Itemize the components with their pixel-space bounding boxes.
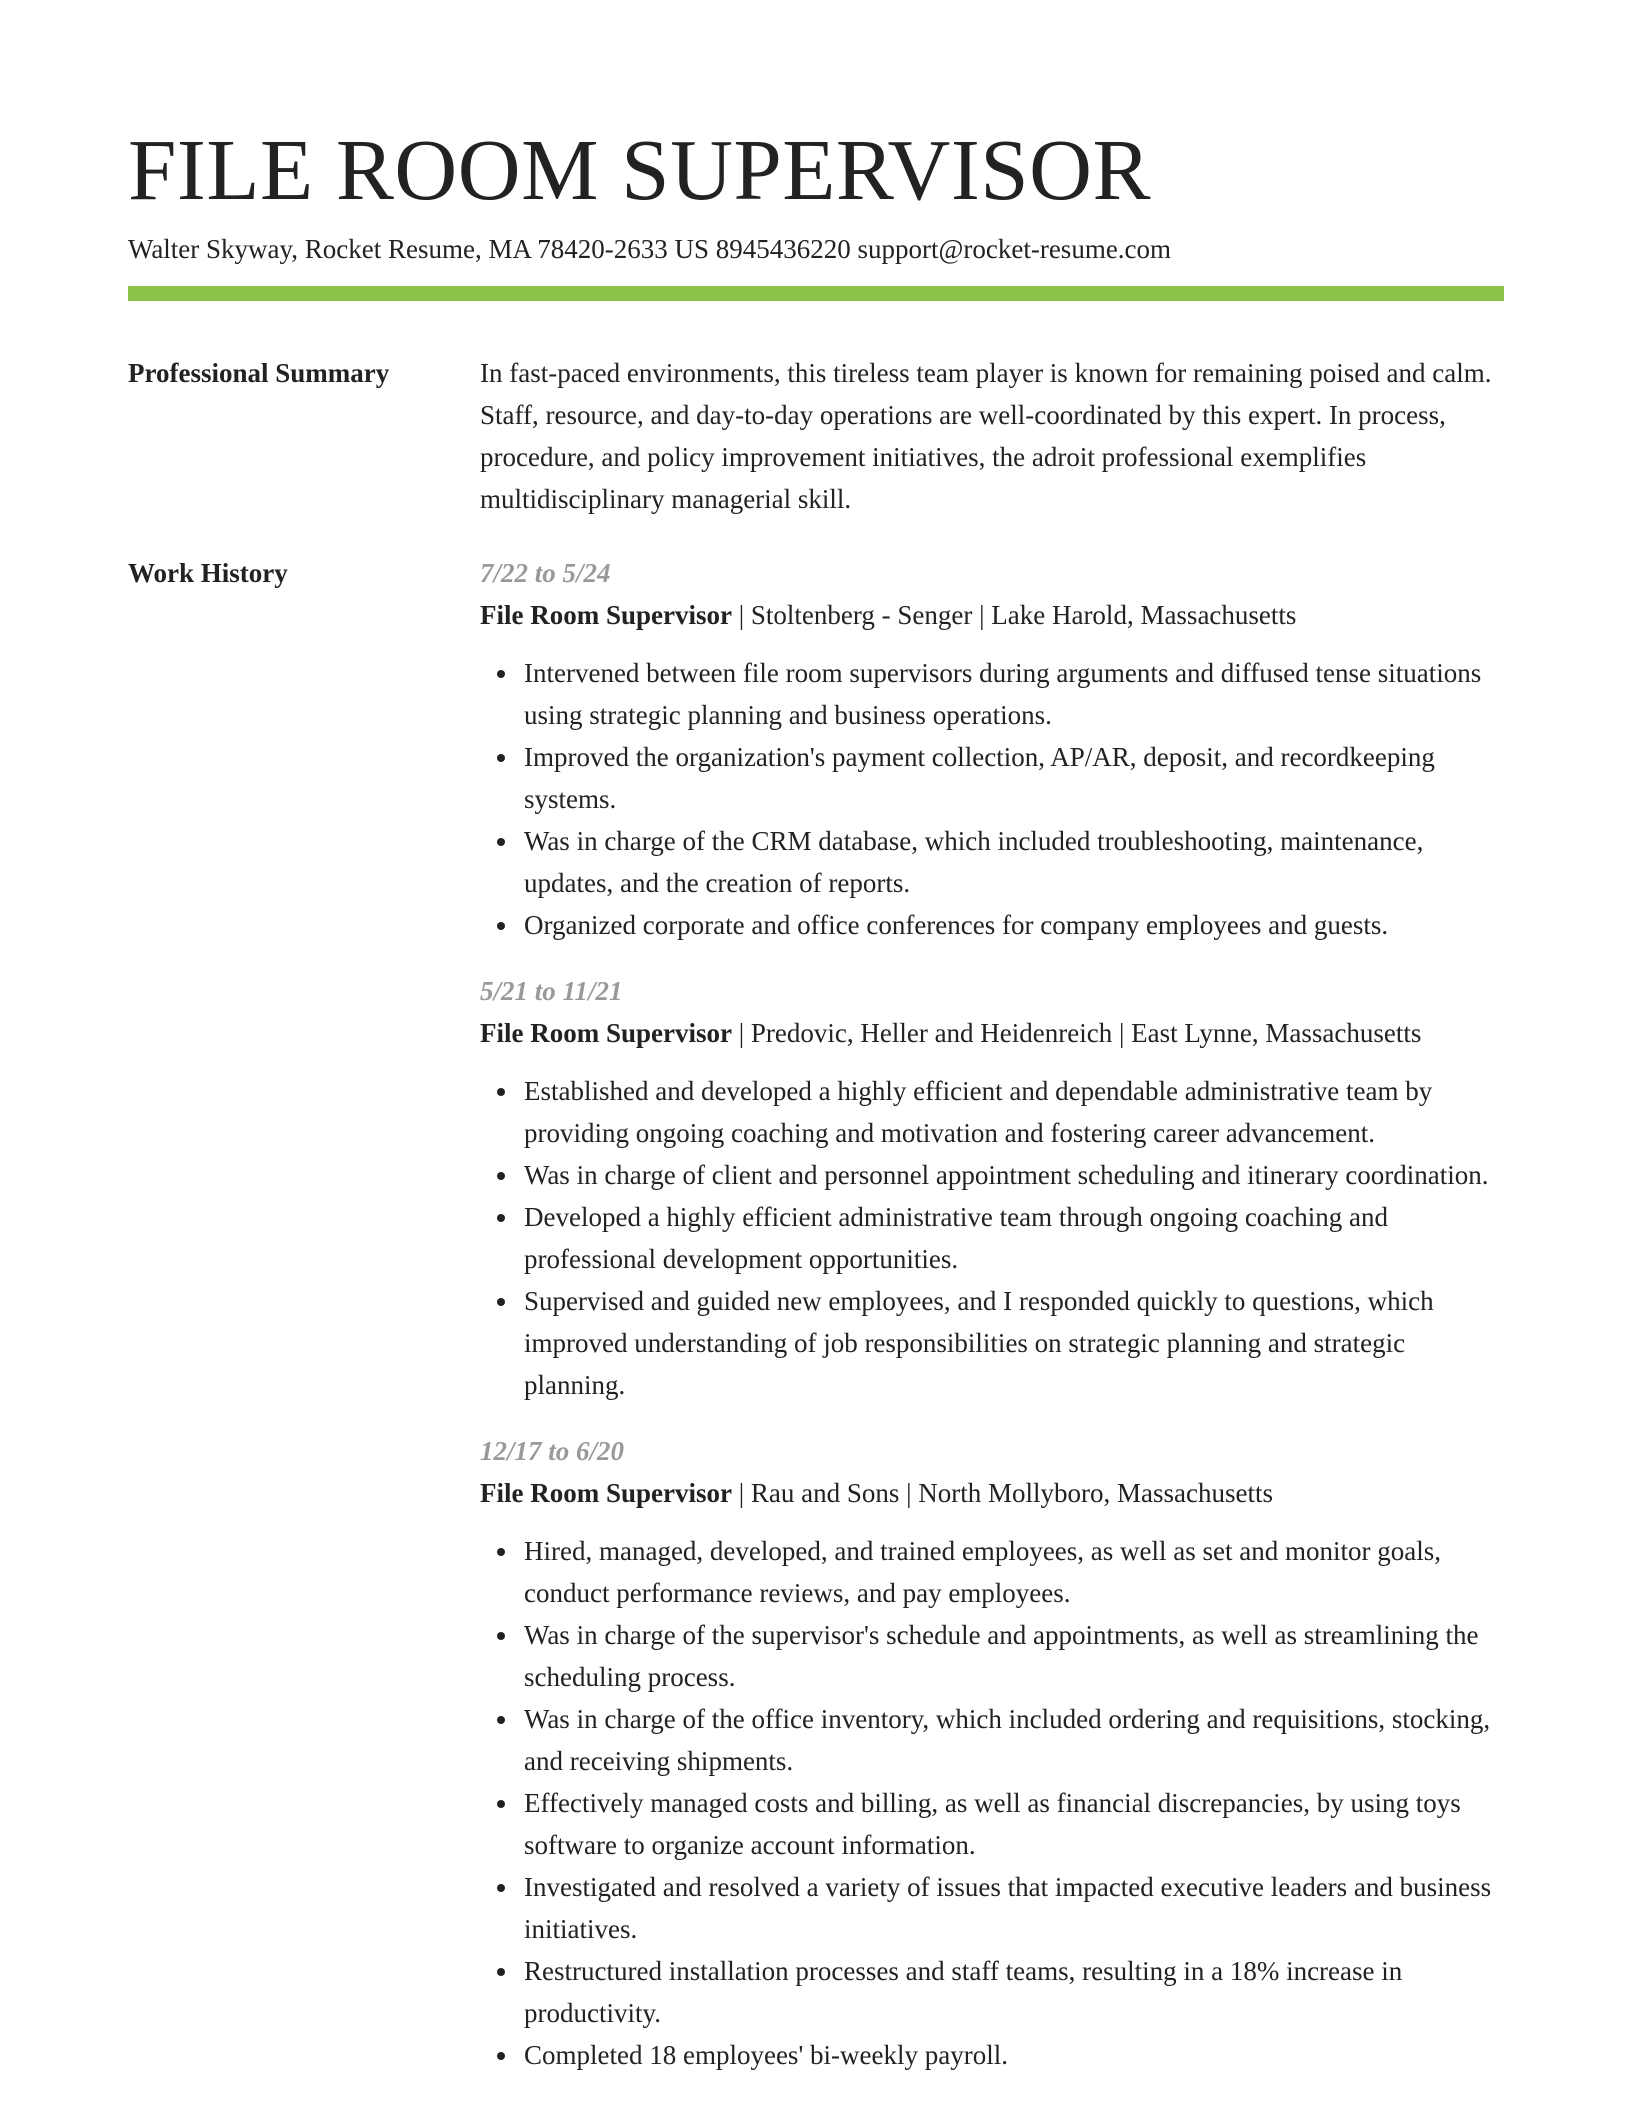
job-dates: 5/21 to 11/21 [480,976,623,1006]
job-heading [480,1472,1504,1514]
job-entry [480,552,1504,946]
job-bullet: Organized corporate and office conferences for company employees and guests. [524,904,1504,946]
job-bullet: Effectively managed costs and billing, as well as financial discrepancies, by using toys software to organize account information. [524,1782,1504,1866]
job-bullet: Improved the organization's payment collection, AP/AR, deposit, and recordkeeping systems. [524,736,1504,820]
job-bullet: Developed a highly efficient administrative team through ongoing coaching and professional development opportunities. [524,1196,1504,1280]
job-bullet: Was in charge of the CRM database, which included troubleshooting, maintenance, updates, and the creation of reports. [524,820,1504,904]
job-bullet: Investigated and resolved a variety of issues that impacted executive leaders and business initiatives. [524,1866,1504,1950]
section-title-summary: Professional Summary [128,358,390,388]
job-bullet: Intervened between file room supervisors during arguments and diffused tense situations using strategic planning and business operations. [524,652,1504,736]
job-bullet: Was in charge of the office inventory, which included ordering and requisitions, stocking, and receiving shipments. [524,1698,1504,1782]
job-entry [480,1430,1504,2076]
job-bullet-list [480,652,1504,946]
job-company-location: | Rau and Sons | North Mollyboro, Massachusetts [731,1478,1274,1508]
job-title: File Room Supervisor [480,1478,732,1508]
section-title-work-history: Work History [128,558,288,588]
job-heading [480,594,1504,636]
job-dates: 12/17 to 6/20 [480,1436,625,1466]
job-bullet: Established and developed a highly efficient and dependable administrative team by providing ongoing coaching and motivation and fostering career advancement. [524,1070,1504,1154]
job-title: File Room Supervisor [480,1018,732,1048]
job-bullet: Restructured installation processes and staff teams, resulting in a 18% increase in productivity. [524,1950,1504,2034]
job-dates: 7/22 to 5/24 [480,558,611,588]
job-bullet: Hired, managed, developed, and trained employees, as well as set and monitor goals, conduct performance reviews, and pay employees. [524,1530,1504,1614]
job-bullet: Was in charge of client and personnel appointment scheduling and itinerary coordination. [524,1154,1504,1196]
header-divider [128,286,1504,301]
summary-body [480,352,1504,520]
job-title: File Room Supervisor [480,600,732,630]
job-company-location: | Predovic, Heller and Heidenreich | East Lynne, Massachusetts [731,1018,1422,1048]
job-bullet: Completed 18 employees' bi-weekly payroll. [524,2034,1504,2076]
job-bullet-list [480,1070,1504,1406]
job-heading [480,1012,1504,1054]
job-bullet: Was in charge of the supervisor's schedule and appointments, as well as streamlining the scheduling process. [524,1614,1504,1698]
work-history-body [480,552,1504,2100]
job-company-location: | Stoltenberg - Senger | Lake Harold, Massachusetts [731,600,1297,630]
job-bullet-list [480,1530,1504,2076]
job-entry [480,970,1504,1406]
contact-info: Walter Skyway, Rocket Resume, MA 78420-2633 US 8945436220 support@rocket-resume.com [128,234,1172,264]
job-bullet: Supervised and guided new employees, and I responded quickly to questions, which improved understanding of job responsibilities on strategic planning and strategic planning. [524,1280,1504,1406]
resume-name: FILE ROOM SUPERVISOR [128,121,1152,218]
summary-text: In fast-paced environments, this tireless team player is known for remaining poised and calm. Staff, resource, and day-to-day operations are well-coordinated by this expert. In process, procedure, and policy improvement initiatives, the adroit professional exemplifies multidisciplinary managerial skill. [480,358,1492,514]
